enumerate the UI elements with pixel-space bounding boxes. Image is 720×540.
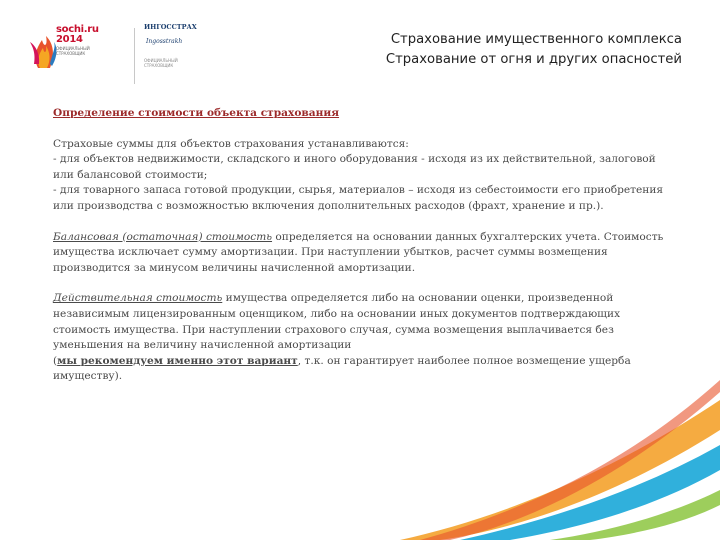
sums-intro: Страховые суммы для объектов страхования устанавливаются: xyxy=(53,137,409,150)
paragraph-sums xyxy=(53,137,668,215)
sums-realty: - для объектов недвижимости, складского и иного оборудования - исходя из их действительной, залоговой или балансовой стоимости; xyxy=(53,153,656,181)
decorative-swoosh xyxy=(400,370,720,540)
term-balance-value: Балансовая (остаточная) стоимость xyxy=(53,230,273,243)
logo-area xyxy=(30,22,197,72)
balance-value-text: определяется на основании данных бухгалтерских учета. Стоимость имущества исключает сумму амортизации. При наступлении убытков, расчет суммы возмещения производится за минусом величины начисленной амортизации. xyxy=(53,230,664,274)
ingosstrakh-logo xyxy=(144,24,204,84)
ingos-badge: ОФИЦИАЛЬНЫЙ СТРАХОВЩИК xyxy=(144,58,178,68)
recommend-tail: , т.к. он гарантирует наиболее полное возмещение ущерба имуществу). xyxy=(53,354,631,383)
slide-header xyxy=(386,30,682,70)
ingos-script: Ingosstrakh xyxy=(146,38,183,45)
sochi-subtitle: ОФИЦИАЛЬНЫЙ СТРАХОВЩИК xyxy=(56,46,90,56)
ingos-name: ИНГОССТРАХ xyxy=(144,23,197,31)
slide-content xyxy=(53,106,668,400)
header-line-1: Страхование имущественного комплекса xyxy=(390,32,682,47)
recommend-emphasis: мы рекомендуем именно этот вариант xyxy=(57,354,298,367)
sums-goods: - для товарного запаса готовой продукции, сырья, материалов – исходя из себестоимости его приобретения или производства с возможностью включения дополнительных расходов (фрахт, хранение и пр.). xyxy=(53,184,664,212)
sochi-brand-text: sochi.ru 2014 xyxy=(56,24,99,45)
header-line-2: Страхование от огня и других опасностей xyxy=(385,52,682,67)
recommend-open: ( xyxy=(53,354,58,367)
logo-divider xyxy=(134,28,135,84)
section-title: Определение стоимости объекта страхования xyxy=(53,107,340,119)
actual-value-text: имущества определяется либо на основании оценки, произведенной независимым лицензированным оценщиком, либо на основании иных документов подтверждающих стоимость имущества. При наступлении страхового случая, сумма возмещения выплачивается без уменьшения на величину начисленной амортизации xyxy=(53,292,621,352)
term-actual-value: Действительная стоимость xyxy=(53,292,223,305)
paragraph-balance-value xyxy=(53,230,668,277)
